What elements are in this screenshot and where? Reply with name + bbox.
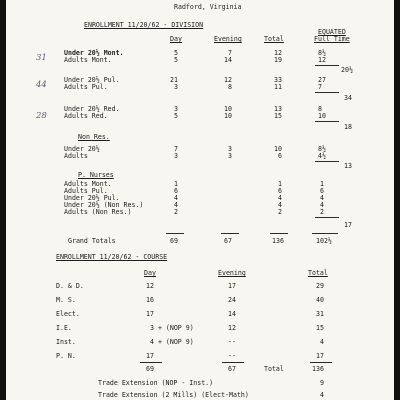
row-equated: 10 — [318, 112, 326, 120]
row-label: Under 20½ — [64, 145, 100, 153]
row-evening: 7 — [228, 49, 232, 57]
row-day: 4 — [174, 201, 178, 209]
grand-totals-evening: 67 — [224, 237, 232, 245]
row-evening: 10 — [224, 105, 232, 113]
course-row-day: 16 — [146, 296, 154, 304]
course-row-total: 15 — [316, 324, 324, 332]
row-label: Adults Mont. — [64, 56, 112, 64]
division-col-equated-1: EQUATED — [318, 28, 346, 36]
subtotal-rule — [315, 161, 339, 162]
row-evening: 12 — [224, 76, 232, 84]
course-row-label: Inst. — [56, 338, 76, 346]
row-equated: 8½ — [318, 49, 326, 57]
course-total-day: 69 — [146, 365, 154, 373]
course-total-rule — [140, 362, 162, 363]
course-total-value: 136 — [312, 365, 324, 373]
course-row-total: 40 — [316, 296, 324, 304]
grand-totals-label: Grand Totals — [68, 237, 116, 245]
row-equated: 6 — [320, 187, 324, 195]
row-evening: 10 — [224, 112, 232, 120]
course-row-evening: 24 — [228, 296, 236, 304]
course-row-total: 17 — [316, 352, 324, 360]
row-total: 19 — [274, 56, 282, 64]
row-label: Under 20½ Mont. — [64, 49, 124, 57]
row-total: 2 — [278, 208, 282, 216]
row-equated: 7 — [318, 83, 322, 91]
row-day: 5 — [174, 112, 178, 120]
subtotal: 17 — [344, 221, 352, 229]
row-day: 1 — [174, 180, 178, 188]
grand-totals-equated: 102½ — [316, 237, 332, 245]
margin-note: 28 — [36, 111, 47, 121]
total-rule — [270, 233, 288, 234]
course-row-label: M. S. — [56, 296, 76, 304]
row-label: Adults — [64, 152, 88, 160]
trade-extension-label: Trade Extension (2 Mills) (Elect-Math) — [98, 391, 249, 399]
row-equated: 8 — [318, 105, 322, 113]
course-row-evening: 12 — [228, 324, 236, 332]
course-total-evening: 67 — [228, 365, 236, 373]
row-equated: 27 — [318, 76, 326, 84]
course-total-label: Total — [264, 365, 284, 373]
course-col-evening: Evening — [218, 269, 246, 277]
course-row-evening: -- — [228, 338, 236, 346]
course-row-evening: 17 — [228, 282, 236, 290]
course-row-label: Elect. — [56, 310, 80, 318]
division-title: ENROLLMENT 11/20/62 - DIVISION — [84, 21, 204, 29]
row-total: 12 — [274, 49, 282, 57]
course-row-day: 17 — [146, 352, 154, 360]
row-day: 5 — [174, 49, 178, 57]
course-row-label: I.E. — [56, 324, 72, 332]
row-total: 11 — [274, 83, 282, 91]
course-total-rule — [310, 362, 332, 363]
section-label-non-res: Non Res. — [78, 133, 110, 141]
section-label-p-nurses: P. Nurses — [78, 171, 114, 179]
subtotal-rule — [315, 92, 339, 93]
row-day: 4 — [174, 194, 178, 202]
row-total: 6 — [278, 187, 282, 195]
course-row-total: 29 — [316, 282, 324, 290]
course-row-evening: 14 — [228, 310, 236, 318]
row-equated: 4 — [320, 194, 324, 202]
grand-totals-total: 136 — [272, 237, 284, 245]
trade-extension-value: 9 — [320, 379, 324, 387]
row-day: 3 — [174, 105, 178, 113]
subtotal: 20½ — [341, 66, 353, 74]
row-day: 21 — [170, 76, 178, 84]
course-col-total: Total — [308, 269, 328, 277]
course-row-label: D. & D. — [56, 282, 84, 290]
course-row-day: 17 — [146, 310, 154, 318]
course-row-day: 4 + (NOP 9) — [150, 338, 194, 346]
division-col-evening: Evening — [214, 35, 242, 43]
subtotal: 13 — [344, 162, 352, 170]
grand-totals-day: 69 — [170, 237, 178, 245]
course-title: ENROLLMENT 11/20/62 - COURSE — [56, 253, 168, 261]
course-row-day: 12 — [146, 282, 154, 290]
row-label: Adults Pul. — [64, 83, 108, 91]
row-label: Adults Red. — [64, 112, 108, 120]
division-col-day: Day — [170, 35, 182, 43]
row-evening: 3 — [228, 152, 232, 160]
total-rule — [166, 233, 184, 234]
row-label: Adults Mont. — [64, 180, 112, 188]
row-total: 4 — [278, 194, 282, 202]
subtotal: 18 — [344, 123, 352, 131]
row-equated: 4 — [320, 201, 324, 209]
row-day: 3 — [174, 152, 178, 160]
subtotal-rule — [315, 217, 339, 218]
subtotal-rule — [315, 65, 339, 66]
row-equated: 4½ — [318, 152, 326, 160]
subtotal: 34 — [344, 94, 352, 102]
row-total: 6 — [278, 152, 282, 160]
course-row-total: 31 — [316, 310, 324, 318]
division-col-equated-2: Full Time — [314, 35, 350, 43]
course-col-day: Day — [144, 269, 156, 277]
row-label: Under 20½ Red. — [64, 105, 120, 113]
row-equated: 12 — [318, 56, 326, 64]
course-row-total: 4 — [320, 338, 324, 346]
row-day: 5 — [174, 56, 178, 64]
subtotal-rule — [315, 121, 339, 122]
document-page — [6, 0, 394, 400]
row-day: 6 — [174, 187, 178, 195]
row-total: 15 — [274, 112, 282, 120]
total-rule — [221, 233, 239, 234]
course-row-label: P. N. — [56, 352, 76, 360]
row-label: Adults Pul. — [64, 187, 108, 195]
row-day: 7 — [174, 145, 178, 153]
row-total: 4 — [278, 201, 282, 209]
row-equated: 2 — [320, 208, 324, 216]
course-row-day: 3 + (NOP 9) — [150, 324, 194, 332]
course-total-rule — [222, 362, 244, 363]
row-label: Adults (Non Res.) — [64, 208, 132, 216]
row-day: 2 — [174, 208, 178, 216]
division-col-total: Total — [264, 35, 284, 43]
margin-note: 44 — [36, 80, 47, 90]
course-row-evening: -- — [228, 352, 236, 360]
total-rule — [312, 233, 338, 234]
trade-extension-value: 4 — [320, 391, 324, 399]
margin-note: 31 — [36, 53, 47, 63]
trade-extension-label: Trade Extension (NOP - Inst.) — [98, 379, 214, 387]
row-total: 33 — [274, 76, 282, 84]
row-label: Under 20½ (Non Res.) — [64, 201, 144, 209]
row-day: 3 — [174, 83, 178, 91]
row-evening: 3 — [228, 145, 232, 153]
row-label: Under 20½ Pul. — [64, 194, 120, 202]
row-total: 13 — [274, 105, 282, 113]
row-evening: 8 — [228, 83, 232, 91]
row-total: 1 — [278, 180, 282, 188]
row-equated: 8½ — [318, 145, 326, 153]
row-total: 10 — [274, 145, 282, 153]
row-equated: 1 — [320, 180, 324, 188]
row-label: Under 20½ Pul. — [64, 76, 120, 84]
header-location: Radford, Virginia — [174, 3, 242, 11]
row-evening: 14 — [224, 56, 232, 64]
